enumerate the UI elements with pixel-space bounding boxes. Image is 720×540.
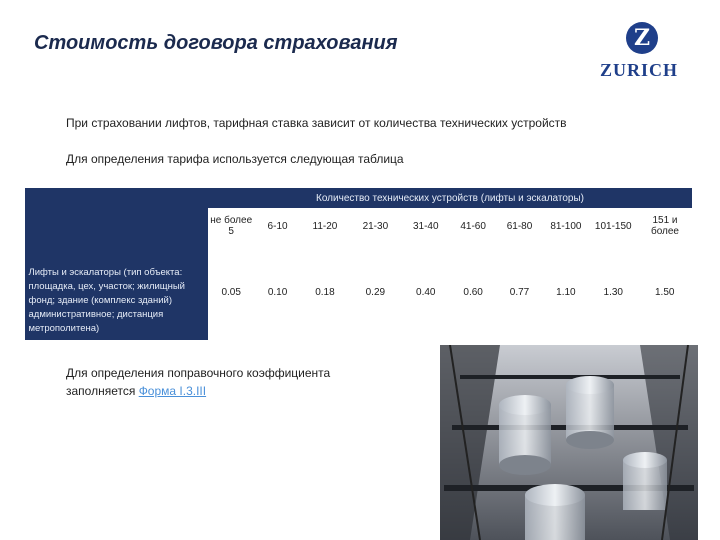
column-header: 41-60: [450, 208, 496, 244]
table-cell: 0.29: [349, 244, 401, 340]
tariff-table: [24, 188, 692, 340]
column-header: 81-100: [543, 208, 589, 244]
intro-paragraph: При страховании лифтов, тарифная ставка зависит от количества технических устройств: [66, 116, 567, 130]
column-header: 31-40: [402, 208, 450, 244]
table-cell: 0.77: [496, 244, 542, 340]
column-header: 61-80: [496, 208, 542, 244]
column-header: 151 и более: [637, 208, 692, 244]
elevator-photo-graphic: [440, 345, 698, 540]
column-header: 6-10: [254, 208, 300, 244]
table-corner: [25, 188, 209, 208]
column-header: 21-30: [349, 208, 401, 244]
table-corner-lower: [25, 208, 209, 244]
table-cell: 1.10: [543, 244, 589, 340]
zurich-logo: [598, 22, 698, 84]
table-cell: 0.60: [450, 244, 496, 340]
page-title: Стоимость договора страхования: [34, 32, 398, 54]
column-header: 11-20: [301, 208, 349, 244]
column-header: не более 5: [208, 208, 254, 244]
table-cell: 1.30: [589, 244, 637, 340]
table-cell: 1.50: [637, 244, 692, 340]
row-label: Лифты и эскалаторы (тип объекта: площадка, цех, участок; жилищный фонд; здание (комплекс зданий) административное; дистанция метрополитена): [25, 244, 209, 340]
table-cell: 0.05: [208, 244, 254, 340]
zurich-logo-icon: Z: [626, 22, 658, 54]
form-note: [66, 364, 386, 400]
form-link[interactable]: Форма I.3.III: [138, 384, 207, 398]
table-cell: 0.40: [402, 244, 450, 340]
form-note-text: Для определения поправочного коэффициента заполняется: [66, 366, 331, 398]
table-cell: 0.18: [301, 244, 349, 340]
table-group-header: Количество технических устройств (лифты и эскалаторы): [208, 188, 692, 208]
table-cell: 0.10: [254, 244, 300, 340]
elevator-photo: [440, 345, 698, 540]
column-header: 101-150: [589, 208, 637, 244]
table-intro-paragraph: Для определения тарифа используется следующая таблица: [66, 152, 404, 166]
zurich-logo-word: ZURICH: [600, 60, 679, 80]
